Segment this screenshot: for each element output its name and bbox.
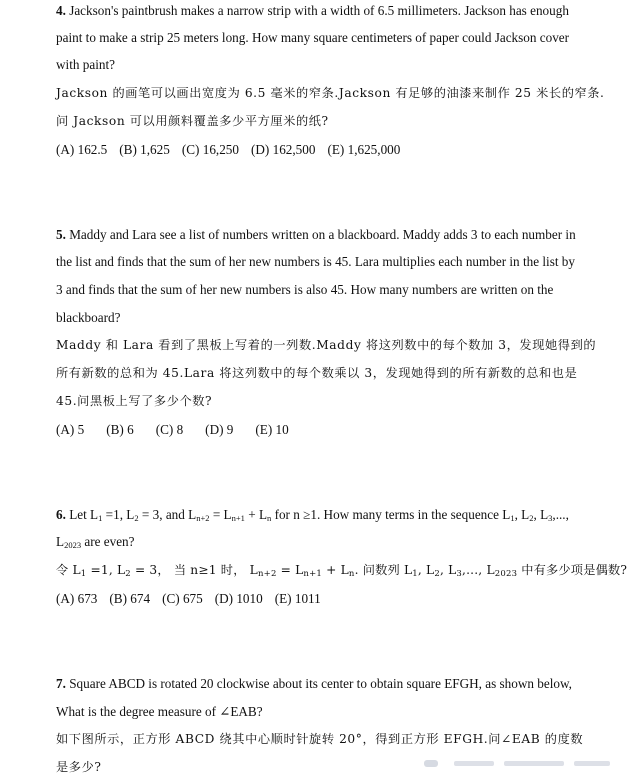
- q5-cn-line-3: 45.问黑板上写了多少个数?: [56, 394, 213, 408]
- q4-cn-line-2: 问 Jackson 可以用颜料覆盖多少平方厘米的纸?: [56, 114, 329, 128]
- q6-text: , L: [514, 507, 530, 522]
- subscript: n+1: [303, 569, 323, 579]
- q6-choice-a: (A) 673: [56, 591, 98, 606]
- q4-choice-e: (E) 1,625,000: [327, 142, 401, 157]
- q6-text: ,...,: [552, 507, 569, 522]
- q6-text: , L: [533, 507, 549, 522]
- q6-en-line-1: [56, 507, 569, 523]
- q6-choice-c: (C) 675: [162, 591, 203, 606]
- q4-cn-line-1: Jackson 的画笔可以画出宽度为 6.5 毫米的窄条.Jackson 有足够的油漆来制作 25 米长的窄条.: [56, 86, 605, 100]
- q5-en-line-2: the list and finds that the sum of her new numbers is 45. Lara multiplies each number in the list by: [56, 254, 575, 269]
- q6-text: are even?: [81, 534, 135, 549]
- q7-number: 7.: [56, 676, 66, 691]
- q7-cn-line-2: 是多少?: [56, 760, 102, 774]
- q6-cn-text: 令 L: [56, 563, 81, 577]
- q5-choice-e: (E) 10: [255, 422, 289, 437]
- q4-en-line-1: [56, 3, 569, 19]
- subscript: n+2: [257, 569, 277, 579]
- q6-text: = 3, and L: [138, 507, 197, 522]
- q5-choice-d: (D) 9: [205, 422, 234, 437]
- q6-cn-text: = L: [276, 563, 304, 577]
- q4-choices: [56, 142, 558, 158]
- subscript: n: [267, 513, 272, 523]
- q5-en-line-4: blackboard?: [56, 310, 121, 325]
- q5-text: Maddy and Lara see a list of numbers written on a blackboard. Maddy adds 3 to each number in: [69, 227, 576, 242]
- q5-cn-line-1: Maddy 和 Lara 看到了黑板上写着的一列数.Maddy 将这列数中的每个数加 3，发现她得到的: [56, 338, 597, 352]
- subscript: 1: [98, 513, 103, 523]
- q6-choice-e: (E) 1011: [274, 591, 321, 606]
- q6-text: L: [56, 534, 65, 549]
- q4-choice-c: (C) 16,250: [181, 142, 239, 157]
- q6-choice-b: (B) 674: [109, 591, 151, 606]
- q4-choice-b: (B) 1,625: [119, 142, 170, 157]
- q6-text: Let L: [69, 507, 99, 522]
- q5-choice-b: (B) 6: [106, 422, 134, 437]
- q6-cn-text: =1, L: [86, 563, 126, 577]
- q5-choice-c: (C) 8: [155, 422, 184, 437]
- subscript: 2: [134, 513, 139, 523]
- subscript: 2: [434, 569, 440, 579]
- q6-cn-text: , L: [439, 563, 457, 577]
- q6-number: 6.: [56, 507, 66, 522]
- q5-cn-line-2: 所有新数的总和为 45.Lara 将这列数中的每个数乘以 3，发现她得到的所有新数的总和也是: [56, 366, 578, 380]
- subscript: 2: [529, 513, 534, 523]
- q7-text: Square ABCD is rotated 20 clockwise about its center to obtain square EFGH, as shown below,: [69, 676, 572, 691]
- subscript: 1: [412, 569, 418, 579]
- q7-cn-line-1: 如下图所示，正方形 ABCD 绕其中心顺时针旋转 20°，得到正方形 EFGH.问∠EAB 的度数: [56, 732, 584, 746]
- q6-text: = L: [209, 507, 232, 522]
- subscript: 2023: [64, 540, 82, 550]
- q6-text: =1, L: [102, 507, 135, 522]
- q7-en-line-2: What is the degree measure of ∠EAB?: [56, 704, 263, 719]
- q6-cn-text: + L: [322, 563, 349, 577]
- q4-number: 4.: [56, 3, 66, 18]
- watermark-icon: [424, 757, 614, 769]
- q6-choices: [56, 591, 558, 607]
- q6-text: for n ≥1. How many terms in the sequence L: [271, 507, 511, 522]
- q6-choice-d: (D) 1010: [214, 591, 263, 606]
- q4-choice-a: (A) 162.5: [56, 142, 108, 157]
- q4-en-line-2: paint to make a strip 25 meters long. How many square centimeters of paper could Jackson cover: [56, 30, 570, 45]
- subscript: 1: [80, 569, 87, 579]
- q4-choice-d: (D) 162,500: [251, 142, 316, 157]
- q5-number: 5.: [56, 227, 66, 242]
- subscript: n+2: [196, 513, 210, 523]
- subscript: 2023: [494, 569, 518, 579]
- q6-cn-text: . 问数列 L: [354, 563, 413, 577]
- subscript: 3: [456, 569, 462, 579]
- q6-cn-text: 中有多少项是偶数?: [517, 563, 628, 577]
- q5-choice-a: (A) 5: [56, 422, 85, 437]
- q5-en-line-1: [56, 227, 576, 243]
- q6-cn-text: , L: [417, 563, 435, 577]
- q4-en-line-3: with paint?: [56, 57, 115, 72]
- watermark-graphic: [424, 757, 614, 772]
- q5-choices: [56, 422, 558, 438]
- subscript: 1: [510, 513, 515, 523]
- q7-en-line-1: [56, 676, 572, 692]
- subscript: n: [348, 569, 355, 579]
- q6-cn-text: ,..., L: [462, 563, 495, 577]
- q6-en-line-2: [56, 534, 558, 550]
- subscript: n+1: [231, 513, 245, 523]
- q4-text: Jackson's paintbrush makes a narrow strip with a width of 6.5 millimeters. Jackson has enough: [69, 3, 569, 18]
- subscript: 2: [125, 569, 131, 579]
- q6-cn-text: = 3， 当 n≥1 时， L: [130, 563, 258, 577]
- q5-en-line-3: 3 and finds that the sum of her new numbers is also 45. How many numbers are written on the: [56, 282, 554, 297]
- q6-cn-line-1: [56, 562, 628, 579]
- q6-text: + L: [244, 507, 268, 522]
- subscript: 3: [548, 513, 553, 523]
